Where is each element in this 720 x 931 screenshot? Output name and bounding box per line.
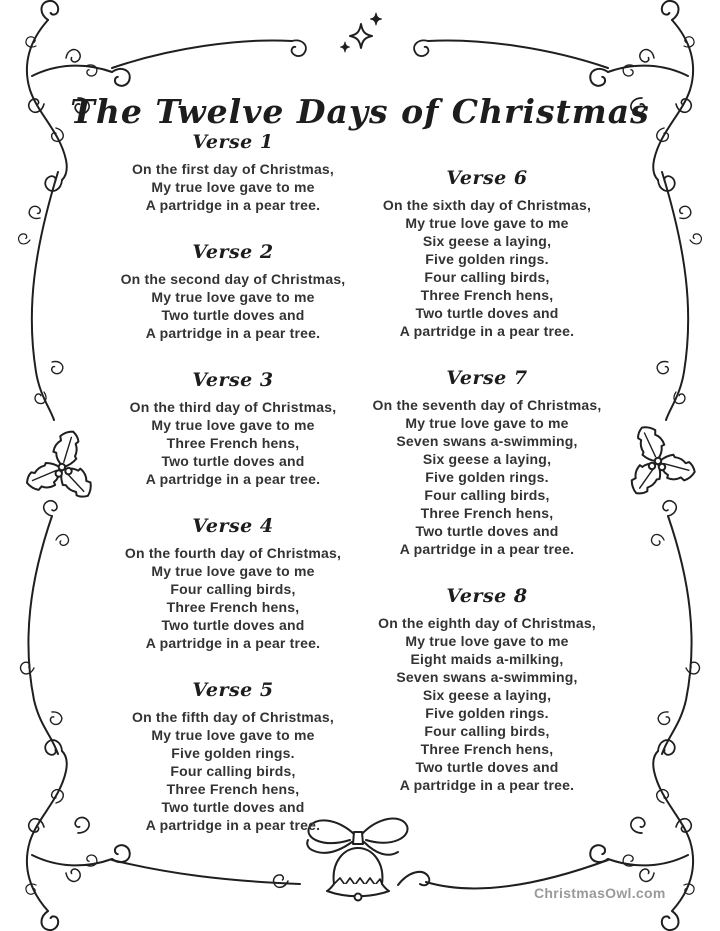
verse-line: On the fourth day of Christmas, [124, 545, 342, 561]
verse-heading: Verse 7 [446, 367, 528, 389]
verse-line: A partridge in a pear tree. [145, 817, 321, 833]
verse-heading: Verse 8 [446, 585, 528, 607]
verse-heading: Verse 3 [192, 369, 274, 391]
verse-line: On the first day of Christmas, [131, 161, 335, 177]
verse-line: Three French hens, [420, 287, 554, 303]
verse-heading: Verse 2 [192, 241, 274, 263]
verse-line: On the sixth day of Christmas, [382, 197, 592, 213]
verse-heading: Verse 1 [192, 131, 274, 153]
verse-line: Five golden rings. [425, 251, 549, 267]
verse-line: Six geese a laying, [422, 233, 552, 249]
verse-line: Two turtle doves and [161, 453, 305, 469]
verse-line: On the seventh day of Christmas, [372, 397, 602, 413]
verse-line: A partridge in a pear tree. [145, 325, 321, 341]
verse-line: Seven swans a-swimming, [396, 433, 578, 449]
verse-line: Two turtle doves and [161, 617, 305, 633]
verse-line: A partridge in a pear tree. [145, 635, 321, 651]
verse-line: Two turtle doves and [161, 799, 305, 815]
verse-line: My true love gave to me [151, 727, 315, 743]
verse-line: A partridge in a pear tree. [399, 323, 575, 339]
lyrics-column-right [332, 166, 642, 820]
verse-line: My true love gave to me [151, 563, 315, 579]
verse-line: A partridge in a pear tree. [399, 777, 575, 793]
verse-block-7 [332, 366, 642, 558]
verse-lines [332, 196, 642, 340]
verse-line: Four calling birds, [424, 487, 550, 503]
verse-line: Three French hens, [420, 741, 554, 757]
verse-line: Five golden rings. [171, 745, 295, 761]
verse-line: Six geese a laying, [422, 451, 552, 467]
verse-line: Four calling birds, [424, 269, 550, 285]
verse-block-6 [332, 166, 642, 340]
verse-line: Two turtle doves and [415, 305, 559, 321]
verse-line: My true love gave to me [405, 633, 569, 649]
verse-line: My true love gave to me [405, 215, 569, 231]
verse-line: Eight maids a-milking, [410, 651, 564, 667]
verse-line: A partridge in a pear tree. [145, 197, 321, 213]
verse-lines [332, 614, 642, 794]
verse-line: Three French hens, [166, 435, 300, 451]
verse-line: My true love gave to me [151, 417, 315, 433]
verse-line: Three French hens, [166, 781, 300, 797]
verse-line: On the second day of Christmas, [120, 271, 346, 287]
verse-line: Two turtle doves and [415, 523, 559, 539]
verse-line: Seven swans a-swimming, [396, 669, 578, 685]
verse-line: A partridge in a pear tree. [399, 541, 575, 557]
verse-line: Five golden rings. [425, 469, 549, 485]
verse-line: On the eighth day of Christmas, [378, 615, 596, 631]
verse-line: Two turtle doves and [415, 759, 559, 775]
verse-line: Three French hens, [420, 505, 554, 521]
verse-line: My true love gave to me [151, 179, 315, 195]
verse-line: On the fifth day of Christmas, [131, 709, 334, 725]
verse-line: On the third day of Christmas, [129, 399, 337, 415]
sparkle-stars-icon [340, 13, 381, 52]
verse-line: A partridge in a pear tree. [145, 471, 321, 487]
verse-heading: Verse 6 [446, 167, 528, 189]
verse-lines [332, 396, 642, 558]
page-title: The Twelve Days of Christmas [70, 92, 650, 132]
verse-line: Three French hens, [166, 599, 300, 615]
verse-block-8 [332, 584, 642, 794]
verse-line: Four calling birds, [424, 723, 550, 739]
verse-line: Five golden rings. [425, 705, 549, 721]
verse-line: My true love gave to me [151, 289, 315, 305]
verse-heading: Verse 5 [192, 679, 274, 701]
verse-line: Two turtle doves and [161, 307, 305, 323]
verse-line: Four calling birds, [170, 581, 296, 597]
verse-heading: Verse 4 [192, 515, 274, 537]
verse-line: Four calling birds, [170, 763, 296, 779]
verse-line: My true love gave to me [405, 415, 569, 431]
footer-site-credit: ChristmasOwl.com [534, 885, 666, 901]
verse-line: Six geese a laying, [422, 687, 552, 703]
